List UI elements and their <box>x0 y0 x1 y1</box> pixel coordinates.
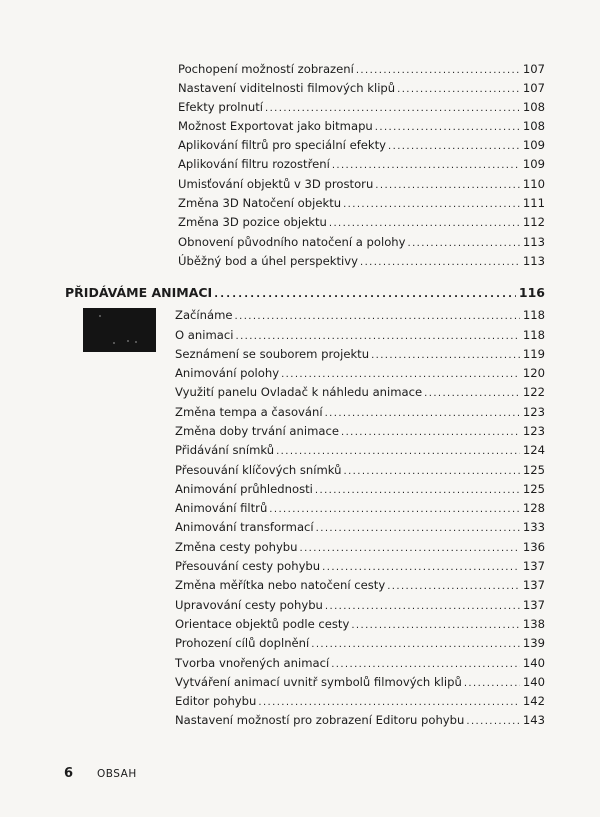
toc-entry-title: Změna 3D Natočení objektu <box>178 196 342 210</box>
toc-entry <box>175 654 545 672</box>
leader-dots <box>424 386 520 401</box>
toc-entry-page: 113 <box>522 254 545 268</box>
toc-entry-title: Vytváření animací uvnitř symbolů filmových klipů <box>175 675 462 689</box>
toc-entry <box>175 538 545 556</box>
toc-entry <box>178 213 545 231</box>
toc-entry <box>175 306 545 324</box>
leader-dots <box>388 139 520 154</box>
toc-entry-title: Animování průhlednosti <box>175 482 313 496</box>
toc-entry-page: 139 <box>522 636 545 650</box>
leader-dots <box>315 483 520 498</box>
toc-entry-title: Editor pohybu <box>175 694 257 708</box>
toc-entry-title: Upravování cesty pohybu <box>175 598 323 612</box>
toc-entry-page: 110 <box>522 177 545 191</box>
toc-entry-page: 143 <box>522 713 545 727</box>
toc-entry-page: 119 <box>522 347 545 361</box>
leader-dots <box>281 367 520 382</box>
toc-entry-page: 118 <box>522 328 545 342</box>
toc-entry-page: 108 <box>522 119 545 133</box>
toc-entry-title: Nastavení viditelnosti filmových klipů <box>178 81 396 95</box>
chapter-heading <box>65 284 545 302</box>
toc-entry <box>178 60 545 78</box>
toc-entry <box>175 596 545 614</box>
toc-entry <box>175 518 545 536</box>
toc-entry <box>175 692 545 710</box>
chapter-thumbnail <box>83 308 156 352</box>
toc-entry-page: 125 <box>522 463 545 477</box>
toc-entry-title: Seznámení se souborem projektu <box>175 347 370 361</box>
footer-page-number: 6 <box>64 766 74 781</box>
toc-entry-page: 125 <box>522 482 545 496</box>
toc-entry <box>175 711 545 729</box>
toc-entry-title: Animování transformací <box>175 520 314 534</box>
toc-entry-title: Možnost Exportovat jako bitmapu <box>178 119 373 133</box>
toc-entry-page: 123 <box>522 424 545 438</box>
leader-dots <box>311 637 520 652</box>
leader-dots <box>464 676 520 691</box>
toc-entry <box>175 557 545 575</box>
leader-dots <box>341 425 520 440</box>
leader-dots <box>375 120 520 135</box>
toc-entry-page: 118 <box>522 308 545 322</box>
toc-entry-title: Přesouvání cesty pohybu <box>175 559 321 573</box>
toc-entry <box>175 383 545 401</box>
toc-entry <box>175 480 545 498</box>
leader-dots <box>214 287 516 302</box>
toc-entry-page: 108 <box>522 100 545 114</box>
toc-entry-title: Přesouvání klíčových snímků <box>175 463 342 477</box>
leader-dots <box>276 444 520 459</box>
leader-dots <box>325 599 520 614</box>
toc-entry-page: 123 <box>522 405 545 419</box>
toc-entry <box>175 634 545 652</box>
toc-entry-page: 107 <box>522 81 545 95</box>
leader-dots <box>258 695 519 710</box>
toc-entry-page: 107 <box>522 62 545 76</box>
toc-entry-title: Změna doby trvání animace <box>175 424 339 438</box>
leader-dots <box>371 348 520 363</box>
toc-entry <box>175 422 545 440</box>
toc-entry-title: Začínáme <box>175 308 233 322</box>
leader-dots <box>235 329 519 344</box>
toc-entry <box>178 79 545 97</box>
toc-entry-title: Orientace objektů podle cesty <box>175 617 350 631</box>
toc-entry <box>175 576 545 594</box>
toc-entry <box>178 233 545 251</box>
toc-entry <box>178 98 545 116</box>
toc-entry-title: O animaci <box>175 328 234 342</box>
leader-dots <box>329 216 520 231</box>
toc-entry-page: 138 <box>522 617 545 631</box>
leader-dots <box>343 197 520 212</box>
leader-dots <box>332 158 520 173</box>
leader-dots <box>408 236 520 251</box>
toc-entry-title: Pochopení možností zobrazení <box>178 62 354 76</box>
chapter-page: 116 <box>518 285 545 300</box>
toc-entry <box>178 136 545 154</box>
toc-entry-page: 113 <box>522 235 545 249</box>
toc-entry-title: Aplikování filtru rozostření <box>178 157 330 171</box>
leader-dots <box>397 82 520 97</box>
leader-dots <box>265 101 520 116</box>
toc-entry-title: Umisťování objektů v 3D prostoru <box>178 177 374 191</box>
leader-dots <box>300 541 520 556</box>
toc-entry-title: Tvorba vnořených animací <box>175 656 330 670</box>
leader-dots <box>360 255 520 270</box>
toc-entry-page: 128 <box>522 501 545 515</box>
leader-dots <box>387 579 520 594</box>
leader-dots <box>375 178 520 193</box>
toc-entry-page: 140 <box>522 656 545 670</box>
toc-entry-title: Změna cesty pohybu <box>175 540 298 554</box>
toc-entry <box>178 155 545 173</box>
toc-entry-title: Změna 3D pozice objektu <box>178 215 327 229</box>
toc-entry-page: 142 <box>522 694 545 708</box>
toc-entry-title: Využití panelu Ovladač k náhledu animace <box>175 385 423 399</box>
toc-entry-page: 140 <box>522 675 545 689</box>
leader-dots <box>351 618 520 633</box>
toc-entry <box>178 175 545 193</box>
toc-entry-title: Aplikování filtrů pro speciální efekty <box>178 138 387 152</box>
leader-dots <box>344 464 520 479</box>
toc-entry-page: 124 <box>522 443 545 457</box>
toc-entry-title: Změna měřítka nebo natočení cesty <box>175 578 386 592</box>
toc-entry-title: Změna tempa a časování <box>175 405 323 419</box>
leader-dots <box>235 309 520 324</box>
toc-entry-title: Obnovení původního natočení a polohy <box>178 235 406 249</box>
toc-entry <box>175 364 545 382</box>
toc-entry-page: 111 <box>522 196 545 210</box>
toc-entry <box>178 117 545 135</box>
leader-dots <box>325 406 520 421</box>
leader-dots <box>322 560 520 575</box>
toc-entry <box>178 194 545 212</box>
toc-entry-title: Prohození cílů doplnění <box>175 636 310 650</box>
toc-entry-page: 136 <box>522 540 545 554</box>
toc-entry-title: Animování filtrů <box>175 501 268 515</box>
toc-entry-page: 109 <box>522 138 545 152</box>
footer-section-label: OBSAH <box>97 768 137 780</box>
toc-entry-title: Nastavení možností pro zobrazení Editoru pohybu <box>175 713 465 727</box>
toc-entry-page: 109 <box>522 157 545 171</box>
toc-entry-page: 133 <box>522 520 545 534</box>
leader-dots <box>356 63 520 78</box>
toc-entry <box>175 461 545 479</box>
toc-entry <box>175 326 545 344</box>
toc-entry <box>175 403 545 421</box>
toc-entry <box>175 441 545 459</box>
toc-entry <box>175 615 545 633</box>
leader-dots <box>466 714 519 729</box>
leader-dots <box>269 502 520 517</box>
toc-entry <box>175 499 545 517</box>
toc-entry-title: Úběžný bod a úhel perspektivy <box>178 254 358 268</box>
toc-entry-title: Přidávání snímků <box>175 443 275 457</box>
toc-entry-title: Efekty prolnutí <box>178 100 263 114</box>
toc-entry <box>178 252 545 270</box>
toc-entry-page: 120 <box>522 366 545 380</box>
toc-entry-title: Animování polohy <box>175 366 280 380</box>
toc-entry <box>175 345 545 363</box>
toc-entry <box>175 673 545 691</box>
chapter-title: PŘIDÁVÁME ANIMACI <box>65 285 213 300</box>
toc-entry-page: 112 <box>522 215 545 229</box>
toc-entry-page: 137 <box>522 578 545 592</box>
leader-dots <box>316 521 520 536</box>
leader-dots <box>331 657 520 672</box>
toc-entry-page: 137 <box>522 559 545 573</box>
toc-entry-page: 137 <box>522 598 545 612</box>
toc-entry-page: 122 <box>522 385 545 399</box>
